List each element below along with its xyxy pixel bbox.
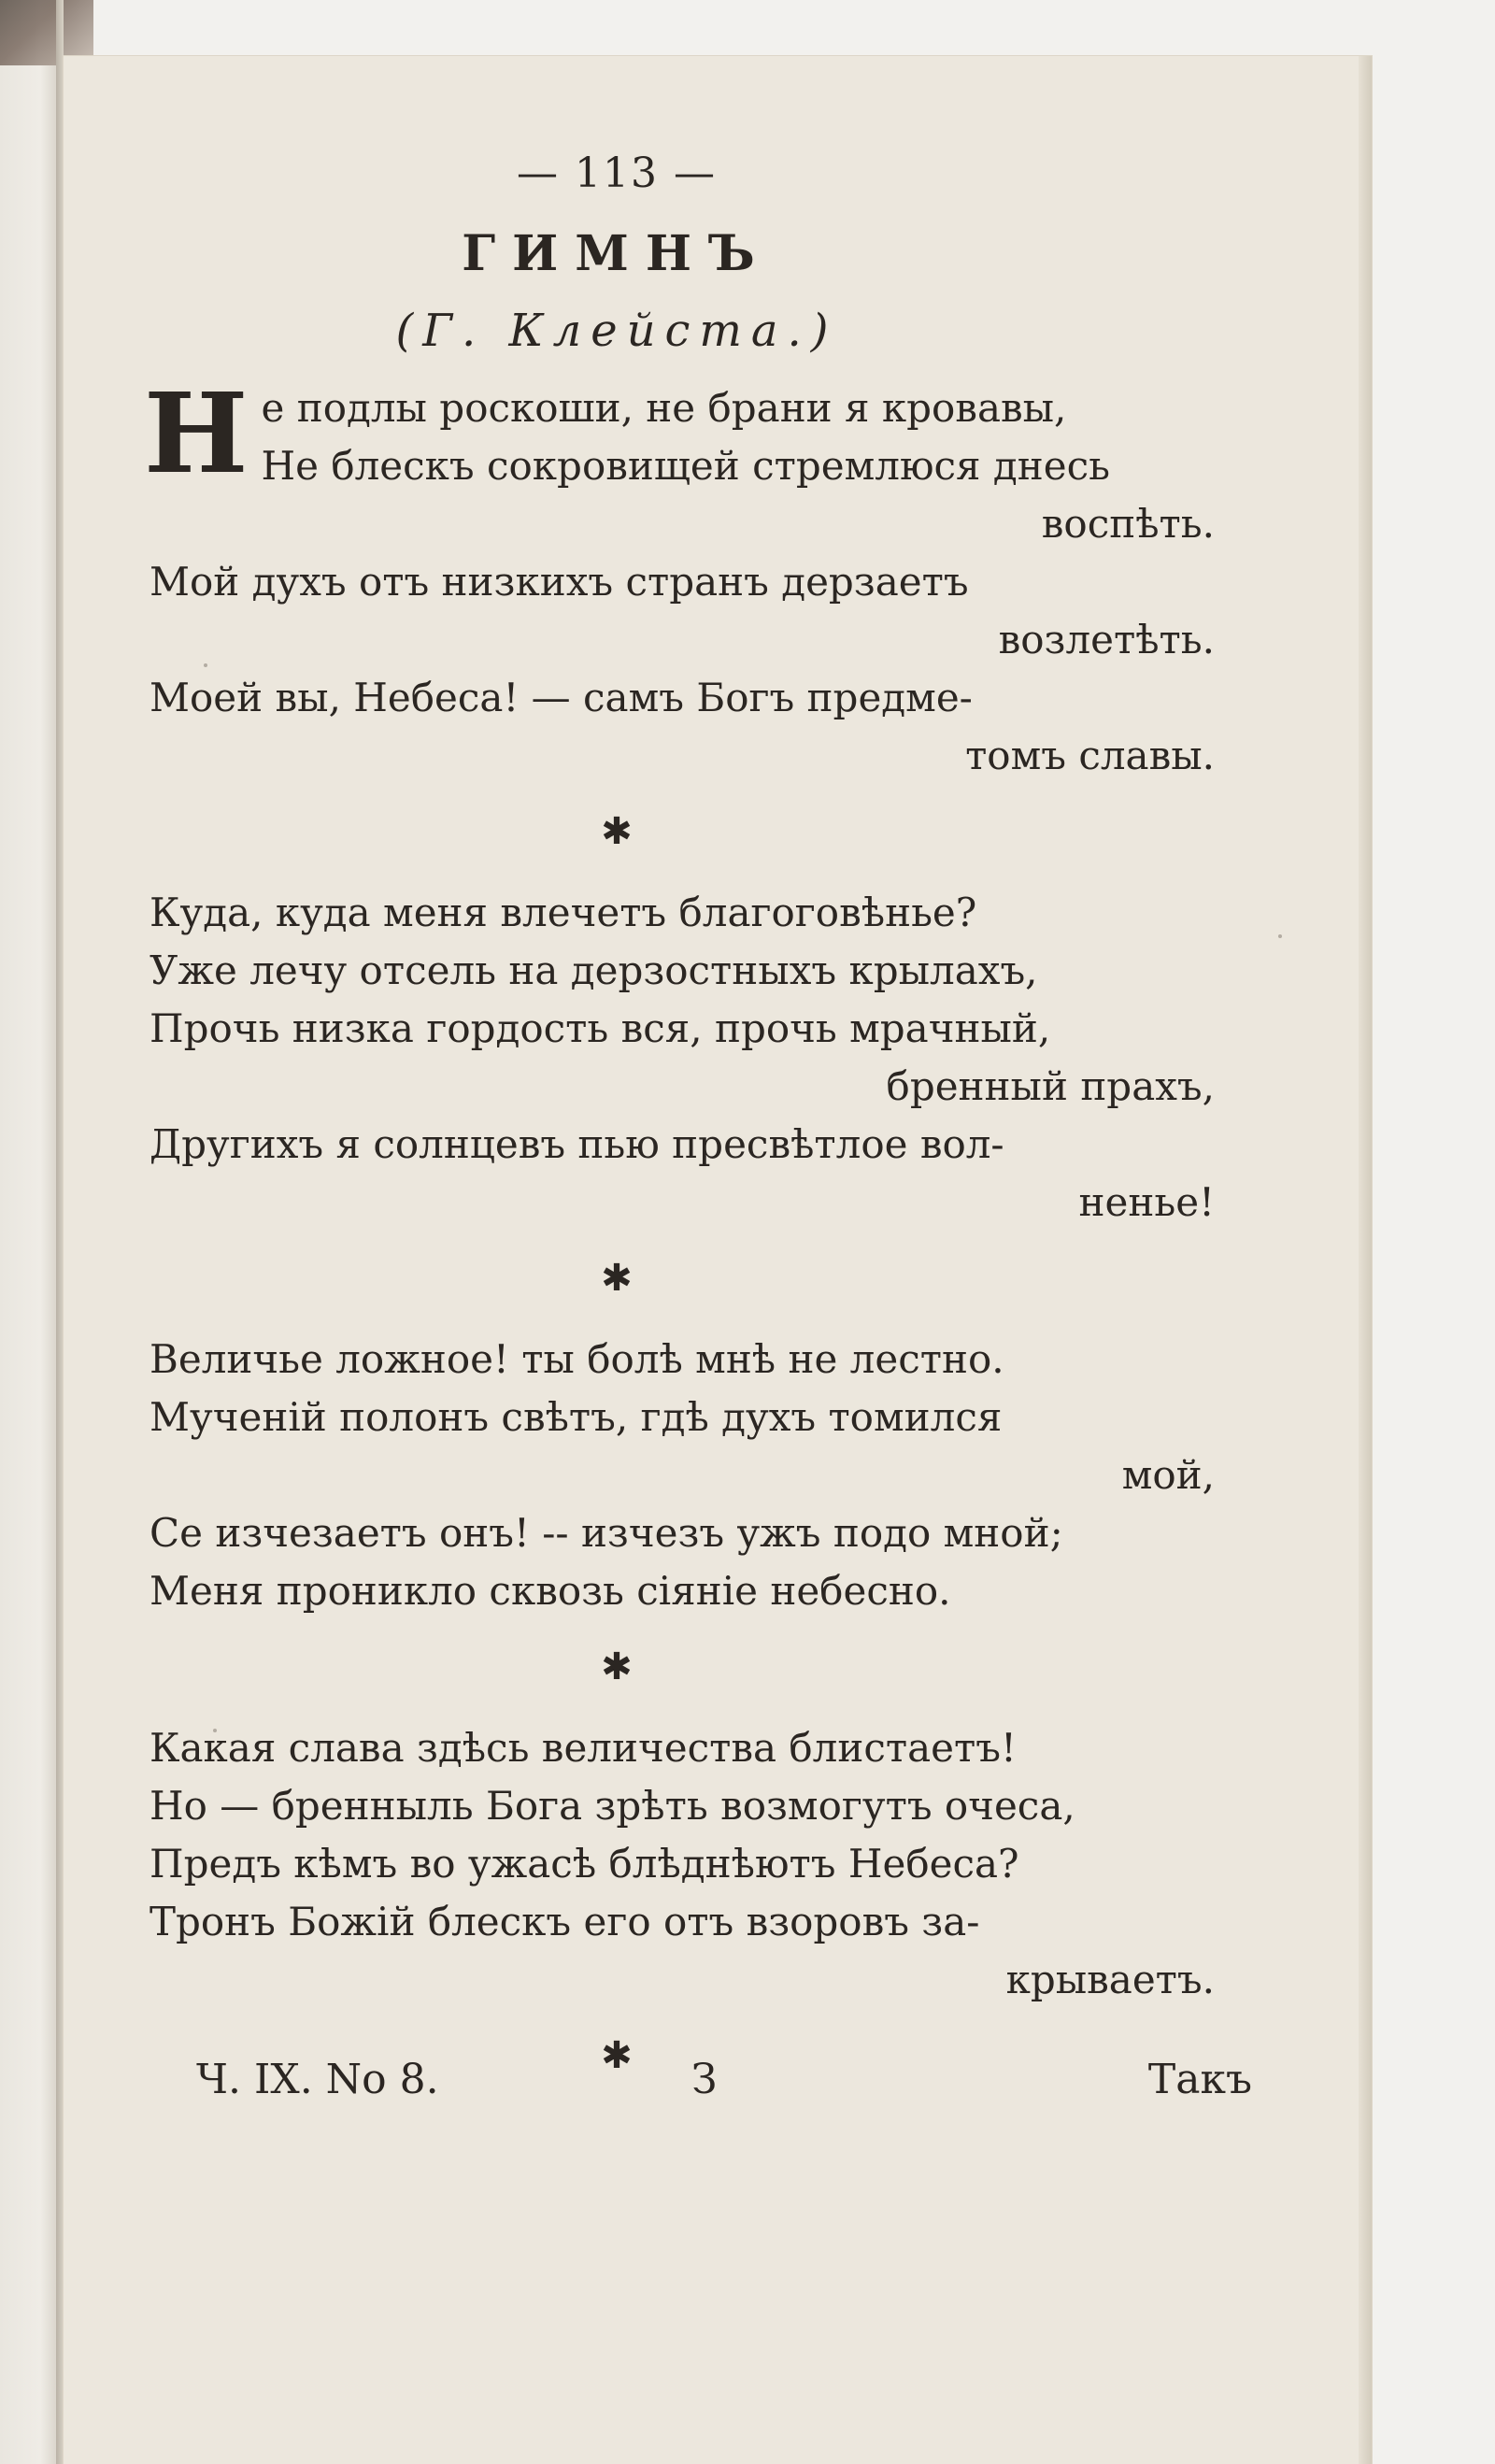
asterisk-separator: ✱ [601, 2034, 633, 2077]
verse-text: томъ славы. [965, 733, 1215, 778]
verse-line-continuation [150, 1446, 1271, 1504]
verse-line-continuation [150, 1951, 1271, 2009]
verse-line [150, 1893, 1271, 1951]
verse-line-continuation [150, 495, 1271, 553]
verse-text: Куда, куда меня влечетъ благоговѣнье? [150, 890, 977, 935]
verse-text: Но — бренныль Бога зрѣть возмогутъ очеса, [150, 1783, 1075, 1829]
poem-title: ГИМНЪ [462, 225, 772, 282]
verse-line [150, 1719, 1271, 1777]
catchword: Такъ [1147, 2056, 1252, 2103]
facing-page-edge [0, 0, 58, 2464]
verse-text: Какая слава здѣсь величества блистаетъ! [150, 1725, 1017, 1771]
asterisk-separator: ✱ [601, 810, 633, 853]
verse-text: Мученій полонъ свѣтъ, гдѣ духъ томился [150, 1394, 1003, 1440]
verse-line [150, 1504, 1271, 1562]
verse-text: Моей вы, Небеса! — самъ Богъ предме- [150, 675, 973, 720]
page-text [144, 150, 1271, 2108]
verse-text: Предъ кѣмъ во ужасѣ блѣднѣютъ Небеса? [150, 1841, 1019, 1887]
verse-text: Другихъ я солнцевъ пью пресвѣтлое вол- [150, 1121, 1004, 1167]
verse-text: е подлы роскоши, не брани я кровавы, [261, 385, 1067, 431]
verse-text: Тронъ Божій блескъ его отъ взоровъ за- [150, 1899, 980, 1944]
verse-line [150, 942, 1271, 1000]
verse-line [150, 1116, 1271, 1174]
verse-text: Меня проникло сквозь сіяніе небесно. [150, 1568, 951, 1614]
verse-text: Величье ложное! ты болѣ мнѣ не лестно. [150, 1336, 1004, 1382]
asterisk-separator: ✱ [601, 1257, 633, 1300]
stanza [150, 884, 1271, 1232]
poem-body [144, 368, 1271, 2084]
verse-line [150, 1331, 1271, 1389]
verse-line-continuation [150, 727, 1271, 785]
verse-line [150, 1389, 1271, 1446]
verse-line [150, 1777, 1271, 1835]
page-number: — 113 — [517, 150, 717, 197]
poem-author: (Г. Клейста.) [395, 305, 838, 357]
verse-line [150, 1835, 1271, 1893]
paper-speck [1278, 934, 1282, 938]
verse-line [150, 1000, 1271, 1058]
stanza [150, 1331, 1271, 1620]
verse-line-continuation [150, 1174, 1271, 1232]
verse-line [150, 553, 1271, 611]
verse-text: ненье! [1078, 1179, 1215, 1225]
verse-text: Прочь низка гордость вся, прочь мрачный, [150, 1005, 1051, 1051]
verse-text: Не блескъ сокровищей стремлюся днесь [261, 443, 1110, 489]
stanza [144, 368, 1271, 785]
verse-text: бренный прахъ, [886, 1063, 1215, 1109]
verse-text: Мой духъ отъ низкихъ странъ дерзаетъ [150, 559, 969, 605]
drop-cap: Н [144, 368, 249, 498]
verse-text: Уже лечу отсель на дерзостныхъ крылахъ, [150, 947, 1038, 993]
asterisk-separator: ✱ [601, 1645, 633, 1688]
verse-line [150, 669, 1271, 727]
stanza [150, 1719, 1271, 2009]
verse-text: крываетъ. [1005, 1957, 1215, 2002]
page-edge [1359, 56, 1372, 2464]
signature-mark: Ч. IX. No 8. [196, 2056, 439, 2103]
verse-text: возлетѣть. [998, 617, 1215, 662]
verse-line [150, 1562, 1271, 1620]
verse-text: мой, [1121, 1452, 1215, 1498]
verse-line [150, 884, 1271, 942]
verse-text: воспѣть. [1041, 501, 1215, 547]
verse-line [150, 437, 1271, 495]
verse-line-continuation [150, 1058, 1271, 1116]
book-gutter [56, 0, 64, 2464]
verse-line-continuation [150, 611, 1271, 669]
verse-text: Се изчезаетъ онъ! -- изчезъ ужъ подо мной; [150, 1510, 1063, 1556]
gathering-letter: З [691, 2056, 718, 2103]
